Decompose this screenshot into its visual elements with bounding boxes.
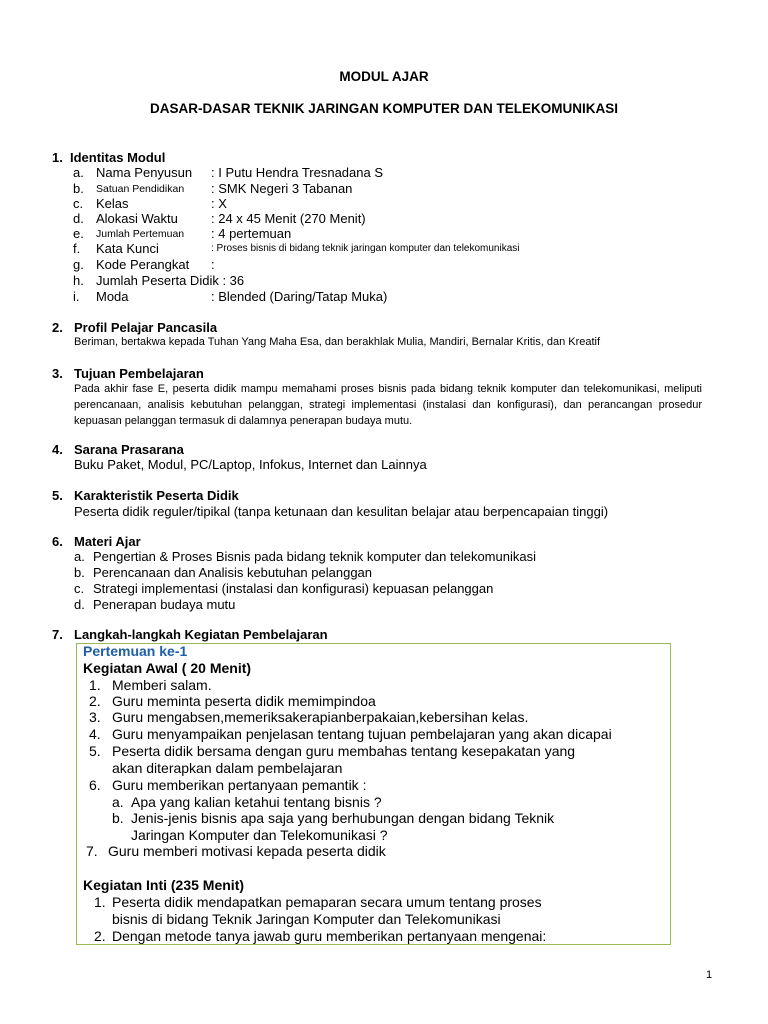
list-item: Peserta didik bersama dengan guru membahas tentang kesepakatan yang: [112, 743, 576, 759]
sub-list-item-continued: Jaringan Komputer dan Telekomunikasi ?: [131, 827, 388, 843]
sub-list-letter: b.: [112, 810, 124, 826]
section-number: 6.: [52, 534, 63, 549]
field-value: : 24 x 45 Menit (270 Menit): [211, 211, 366, 226]
field-value: : I Putu Hendra Tresnadana S: [211, 165, 383, 180]
list-letter: c.: [74, 581, 85, 596]
field-label: Jumlah Pertemuan: [96, 228, 185, 240]
section-text: Peserta didik reguler/tipikal (tanpa ketunaan dan kesulitan belajar atau berpencapaian tinggi): [74, 504, 609, 519]
sub-list-letter: a.: [112, 794, 124, 810]
section-title: Langkah-langkah Kegiatan Pembelajaran: [74, 627, 328, 642]
list-item: Peserta didik mendapatkan pemaparan secara umum tentang proses: [112, 894, 542, 910]
list-number: 7.: [86, 843, 98, 859]
field-label: Moda: [96, 289, 129, 304]
field-label: Kode Perangkat: [96, 257, 190, 272]
section-number: 2.: [52, 320, 63, 335]
list-letter: g.: [73, 257, 84, 272]
field-label: Alokasi Waktu: [96, 211, 178, 226]
list-letter: i.: [73, 289, 80, 304]
section-number: 1.: [52, 150, 63, 165]
field-label: Nama Penyusun: [96, 165, 193, 180]
list-item: Dengan metode tanya jawab guru memberikan pertanyaan mengenai:: [112, 928, 547, 944]
list-item-continued: bisnis di bidang Teknik Jaringan Komputer dan Telekomunikasi: [112, 911, 501, 927]
section-text: Beriman, bertakwa kepada Tuhan Yang Maha Esa, dan berakhlak Mulia, Mandiri, Bernalar Kritis, dan Kreatif: [74, 336, 601, 348]
list-number: 2.: [94, 928, 106, 944]
field-value: : X: [211, 196, 227, 211]
list-letter: b.: [73, 181, 84, 196]
list-letter: f.: [73, 241, 81, 256]
section-title: Profil Pelajar Pancasila: [74, 320, 218, 335]
field-value: : Blended (Daring/Tatap Muka): [211, 289, 388, 304]
section-number: 4.: [52, 442, 63, 457]
list-number: 1.: [94, 894, 106, 910]
list-number: 6.: [89, 777, 101, 793]
list-item: Penerapan budaya mutu: [93, 597, 236, 612]
section-title: Tujuan Pembelajaran: [74, 366, 204, 381]
list-number: 3.: [89, 709, 101, 725]
section-number: 3.: [52, 366, 63, 381]
meeting-heading: Pertemuan ke-1: [83, 643, 188, 659]
list-number: 1.: [89, 677, 101, 693]
section-title: Karakteristik Peserta Didik: [74, 488, 239, 503]
section-number: 7.: [52, 627, 63, 642]
list-letter: e.: [73, 226, 84, 241]
list-item: Guru mengabsen,memeriksakerapianberpakaian,kebersihan kelas.: [112, 709, 529, 725]
field-value: : Proses bisnis di bidang teknik jaringan komputer dan telekomunikasi: [211, 243, 520, 254]
section-title: Identitas Modul: [70, 150, 166, 165]
document-subtitle: DASAR-DASAR TEKNIK JARINGAN KOMPUTER DAN TELEKOMUNIKASI: [149, 101, 618, 116]
list-number: 5.: [89, 743, 101, 759]
list-letter: d.: [73, 211, 84, 226]
field-label: Kata Kunci: [96, 241, 159, 256]
list-letter: a.: [74, 549, 85, 564]
field-value: : SMK Negeri 3 Tabanan: [211, 181, 353, 196]
section-text: Pada akhir fase E, peserta didik mampu memahami proses bisnis pada bidang teknik komputer dan telekomunikasi, meliputi perencanaan, analisis kebutuhan pelanggan, strategi implementasi (instalasi dan konfigurasi), dan perancangan prosedur kepuasan pelanggan termasuk di dalamnya penerapan budaya mutu.: [74, 383, 702, 427]
sub-list-item: Jenis-jenis bisnis apa saja yang berhubungan dengan bidang Teknik: [131, 810, 555, 826]
section-title: Sarana Prasarana: [74, 442, 184, 457]
list-item: Guru memberi motivasi kepada peserta didik: [108, 843, 386, 859]
field-label: Satuan Pendidikan: [96, 183, 185, 195]
field-value: :: [211, 257, 215, 272]
list-number: 4.: [89, 726, 101, 742]
section-number: 5.: [52, 488, 63, 503]
list-item: Pengertian & Proses Bisnis pada bidang teknik komputer dan telekomunikasi: [93, 549, 536, 564]
list-number: 2.: [89, 693, 101, 709]
list-item: Strategi implementasi (instalasi dan konfigurasi) kepuasan pelanggan: [93, 581, 494, 596]
field-value: : 4 pertemuan: [211, 226, 292, 241]
section-text: Buku Paket, Modul, PC/Laptop, Infokus, Internet dan Lainnya: [74, 457, 427, 472]
list-item: Guru meminta peserta didik memimpindoa: [112, 693, 376, 709]
list-letter: b.: [74, 565, 85, 580]
field-label: Kelas: [96, 196, 129, 211]
sub-list-item: Apa yang kalian ketahui tentang bisnis ?: [131, 794, 382, 810]
section-title: Materi Ajar: [74, 534, 141, 549]
list-letter: a.: [73, 165, 84, 180]
field-label: Jumlah Peserta Didik : 36: [96, 273, 245, 288]
list-letter: h.: [73, 273, 84, 288]
list-item: Memberi salam.: [112, 677, 212, 693]
page-number: 1: [706, 969, 713, 981]
activity-heading-inti: Kegiatan Inti (235 Menit): [83, 877, 245, 893]
activity-heading-awal: Kegiatan Awal ( 20 Menit): [83, 660, 252, 676]
list-item: Guru menyampaikan penjelasan tentang tujuan pembelajaran yang akan dicapai: [112, 726, 612, 742]
list-item-continued: akan diterapkan dalam pembelajaran: [112, 760, 343, 776]
list-item: Perencanaan dan Analisis kebutuhan pelanggan: [93, 565, 373, 580]
list-letter: d.: [74, 597, 85, 612]
document-title: MODUL AJAR: [339, 69, 429, 84]
list-item: Guru memberikan pertanyaan pemantik :: [112, 777, 367, 793]
list-letter: c.: [73, 196, 84, 211]
